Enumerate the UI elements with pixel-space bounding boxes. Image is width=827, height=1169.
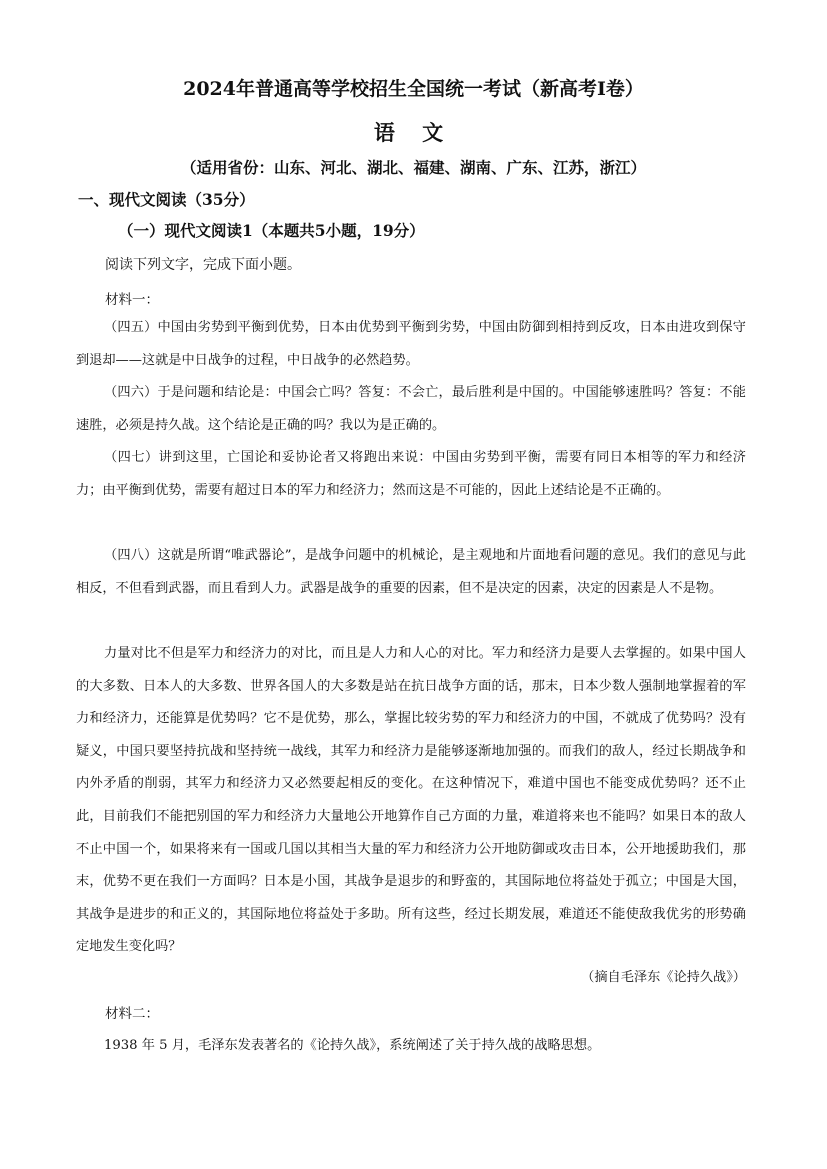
subject-heading: 语 文: [373, 120, 454, 145]
paragraph-force-comparison: 力量对比不但是军力和经济力的对比，而且是人力和人心的对比。军力和经济力是要人去掌握的。如果中国人的大多数、日本人的大多数、世界各国人的大多数是站在抗日战争方面的话，那末，日本少数人强制地掌握着的军力和经济力，还能算是优势吗？它不是优势，那么，掌握比较劣势的军力和经济力的中国，不就成了优势吗？没有疑义，中国只要坚持抗战和坚持统一战线，其军力和经济力是能够逐渐地加强的。而我们的敌人，经过长期战争和内外矛盾的削弱，其军力和经济力又必然要起相反的变化。在这种情况下，难道中国也不能变成优势吗？还不止此，目前我们不能把别国的军力和经济力大量地公开地算作自己方面的力量，难道将来也不能吗？如果日本的敌人不止中国一个，如果将来有一国或几国以其相当大量的军力和经济力公开地防御或攻击日本，公开地援助我们，那末，优势不更在我们一方面吗？日本是小国，其战争是退步的和野蛮的，其国际地位将益处于孤立；中国是大国，其战争是进步的和正义的，其国际地位将益处于多助。所有这些，经过长期发展，难道还不能使敌我优劣的形势确定地发生变化吗？: [76, 646, 746, 955]
applicable-provinces: （适用省份：山东、河北、湖北、福建、湖南、广东、江苏，浙江）: [180, 158, 646, 177]
paragraph-48: （四八）这就是所谓“唯武器论”，是战争问题中的机械论，是主观地和片面地看问题的意见。我们的意见与此相反，不但看到武器，而且看到人力。武器是战争的重要的因素，但不是决定的因素，决定的因素是人不是物。: [76, 548, 746, 596]
source-citation: （摘自毛泽东《论持久战》）: [581, 970, 746, 985]
paragraph-45: （四五）中国由劣势到平衡到优势，日本由优势到平衡到劣势，中国由防御到相持到反攻，日本由进攻到保守到退却——这就是中日战争的过程，中日战争的必然趋势。: [76, 320, 746, 368]
instruction-text: 阅读下列文字，完成下面小题。: [105, 257, 301, 273]
exam-title: 2024年普通高等学校招生全国统一考试（新高考Ⅰ卷）: [183, 78, 644, 100]
paragraph-46: （四六）于是问题和结论是：中国会亡吗？答复：不会亡，最后胜利是中国的。中国能够速胜吗？答复：不能速胜，必须是持久战。这个结论是正确的吗？我以为是正确的。: [76, 385, 746, 433]
material-two-text: 1938 年 5 月，毛泽东发表著名的《论持久战》，系统阐述了关于持久战的战略思想。: [104, 1038, 601, 1053]
paragraph-47: （四七）讲到这里，亡国论和妥协论者又将跑出来说：中国由劣势到平衡，需要有同日本相等的军力和经济力；由平衡到优势，需要有超过日本的军力和经济力；然而这是不可能的，因此上述结论是不正确的。: [76, 450, 746, 498]
material-two-label: 材料二：: [105, 1006, 159, 1022]
section-heading: 一、现代文阅读（35分）: [78, 190, 255, 209]
material-one-label: 材料一：: [105, 292, 159, 308]
subsection-heading: （一）现代文阅读1（本题共5小题，19分）: [118, 221, 425, 240]
